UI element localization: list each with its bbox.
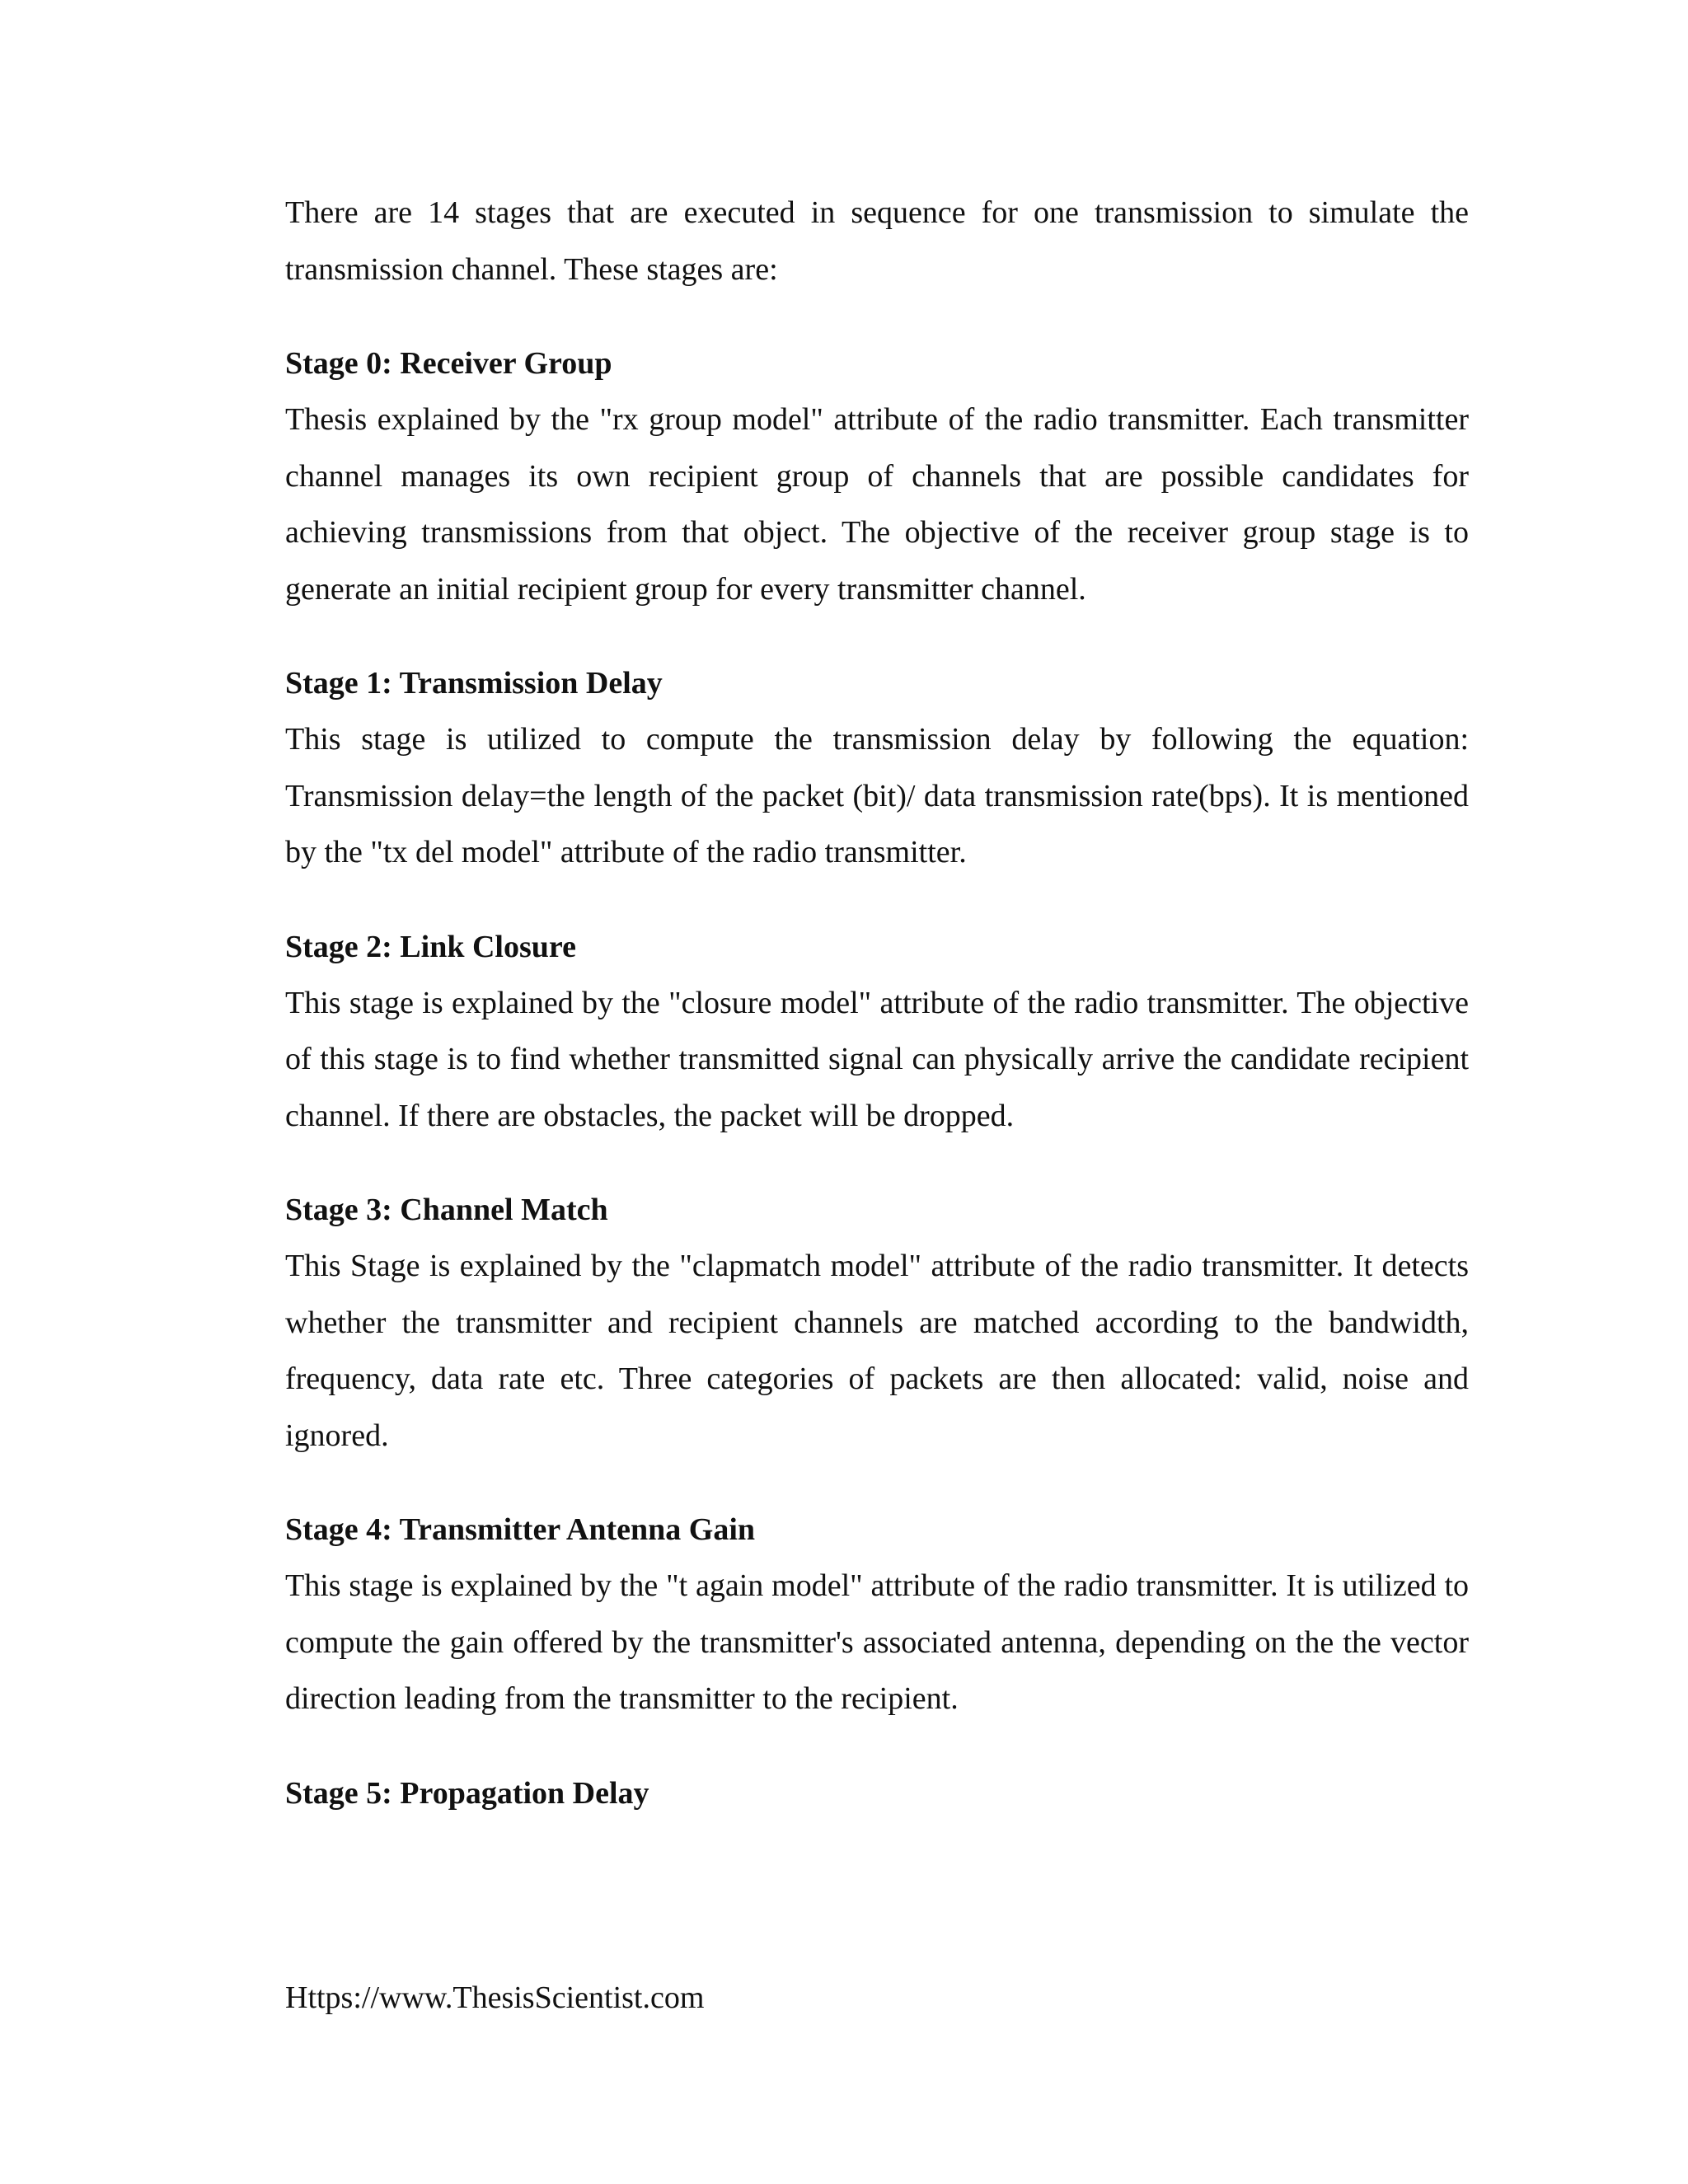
stage-4-body: This stage is explained by the "t again model" attribute of the radio transmitter. It is utilized to compute the gain offered by the transmitter's associated antenna, depending on the the vector direction leading from the transmitter to the recipient. <box>285 1568 1469 1716</box>
stage-2-body: This stage is explained by the "closure model" attribute of the radio transmitter. The objective of this stage is to find whether transmitted signal can physically arrive the candidate recipient channel. If there are obstacles, the packet will be dropped. <box>285 985 1469 1133</box>
stage-0-heading: Stage 0: Receiver Group <box>285 346 612 381</box>
page-content <box>285 185 1469 1859</box>
stage-5-section <box>285 1765 1469 1821</box>
footer-url: Https://www.ThesisScientist.com <box>285 1980 705 2015</box>
intro-paragraph: There are 14 stages that are executed in sequence for one transmission to simulate the transmission channel. These stages are: <box>285 195 1469 287</box>
stage-3-section <box>285 1182 1469 1464</box>
stage-1-section <box>285 655 1469 881</box>
stage-0-body: Thesis explained by the "rx group model" attribute of the radio transmitter. Each transmitter channel manages its own recipient group of channels that are possible candidates for achieving transmissions from that object. The objective of the receiver group stage is to generate an initial recipient group for every transmitter channel. <box>285 402 1469 607</box>
stage-3-body: This Stage is explained by the "clapmatch model" attribute of the radio transmitter. It detects whether the transmitter and recipient channels are matched according to the bandwidth, frequency, data rate etc. Three categories of packets are then allocated: valid, noise and ignored. <box>285 1249 1469 1453</box>
stage-0-section <box>285 335 1469 617</box>
stage-4-heading: Stage 4: Transmitter Antenna Gain <box>285 1512 756 1547</box>
stage-3-heading: Stage 3: Channel Match <box>285 1193 608 1227</box>
stage-2-heading: Stage 2: Link Closure <box>285 929 576 964</box>
stage-4-section <box>285 1502 1469 1727</box>
stage-2-section <box>285 919 1469 1145</box>
stage-1-body: This stage is utilized to compute the transmission delay by following the equation: Transmission delay=the length of the packet (bit)/ data transmission rate(bps). It is mentioned by the "tx del model" attribute of the radio transmitter. <box>285 722 1469 869</box>
stage-5-heading: Stage 5: Propagation Delay <box>285 1775 649 1811</box>
stage-1-heading: Stage 1: Transmission Delay <box>285 666 663 701</box>
